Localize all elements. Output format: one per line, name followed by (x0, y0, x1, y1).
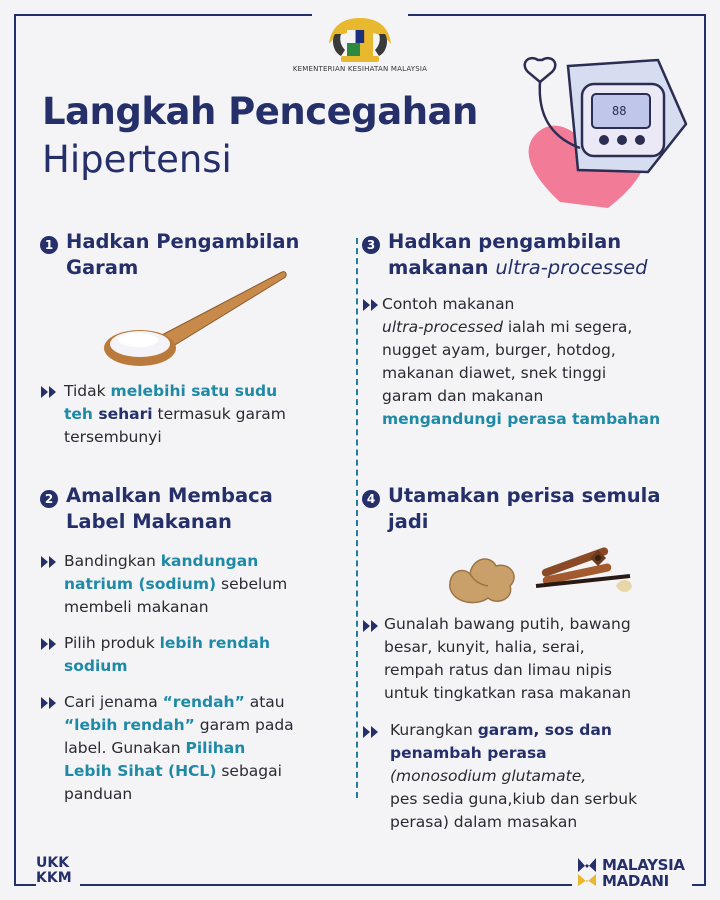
section1-bullet1-line2: teh sehari termasuk garam (64, 405, 286, 423)
section4-bullet1-line3: rempah ratus dan limau nipis (384, 661, 612, 679)
section2-bullet3-line3: label. Gunakan Pilihan (64, 739, 246, 757)
section2-bullet1-line2: natrium (sodium) sebelum (64, 575, 288, 593)
section2-bullet1-line1: Bandingkan kandungan (64, 552, 259, 570)
section4-title-line1: Utamakan perisa semula (388, 484, 661, 507)
page-title-line1: Langkah Pencegahan (42, 90, 478, 133)
section4-bullet1-line1: Gunalah bawang putih, bawang (384, 615, 631, 633)
malaysia-crest-logo (321, 10, 399, 66)
section2-bullet2-line2: sodium (64, 657, 128, 675)
section3-line1: Contoh makanan (382, 295, 515, 313)
section2-bullet3-line4: Lebih Sihat (HCL) sebagai (64, 762, 282, 780)
section4-bullet1-line2: besar, kunyit, halia, serai, (384, 638, 585, 656)
section-number-3: 3 (362, 236, 380, 254)
madani-emblem-icon (574, 854, 600, 890)
bullet-arrow-icon (362, 298, 380, 312)
section4-bullet2-line1: Kurangkan garam, sos dan (390, 721, 612, 739)
bullet-arrow-icon (362, 725, 380, 739)
section4-bullet2-line4: pes sedia guna,kiub dan serbuk (390, 790, 638, 808)
section3-line5: garam dan makanan (382, 387, 544, 405)
blood-pressure-monitor-illustration (508, 52, 704, 212)
bullet-arrow-icon (362, 619, 380, 633)
ukk-logo-line2: KKM (36, 870, 72, 886)
section4-bullet1-line4: untuk tingkatkan rasa makanan (384, 684, 632, 702)
section3-line4: makanan diawet, snek tinggi (382, 364, 607, 382)
section2-bullet3-line2: “lebih rendah” garam pada (64, 716, 294, 734)
bullet-arrow-icon (40, 637, 58, 651)
section3-line3: nugget ayam, burger, hotdog, (382, 341, 616, 359)
section-number-1: 1 (40, 236, 58, 254)
section3-title-line1: Hadkan pengambilan (388, 230, 622, 253)
section4-bullet2-line5: perasa) dalam masakan (390, 813, 578, 831)
section3-title-line2: makanan ultra-processed (388, 256, 648, 279)
madani-line2: MADANI (602, 872, 669, 890)
bullet-arrow-icon (40, 696, 58, 710)
section1-bullet1-line1: Tidak melebihi satu sudu (64, 382, 278, 400)
section2-bullet3-line1: Cari jenama “rendah” atau (64, 693, 285, 711)
section2-title-line2: Label Makanan (66, 510, 232, 533)
section1-bullet1-line3: tersembunyi (64, 428, 162, 446)
ministry-name: KEMENTERIAN KESIHATAN MALAYSIA (292, 65, 428, 73)
section4-bullet2-line2: penambah perasa (390, 744, 547, 762)
section-number-2: 2 (40, 490, 58, 508)
section2-title-line1: Amalkan Membaca (66, 484, 273, 507)
section2-bullet1-line3: membeli makanan (64, 598, 209, 616)
column-divider (356, 238, 358, 798)
ukk-kkm-logo (36, 856, 80, 900)
madani-line1: MALAYSIA (602, 856, 685, 874)
section3-line2: ultra-processed ialah mi segera, (382, 318, 633, 336)
malaysia-madani-logo (572, 852, 692, 892)
section1-title-line2: Garam (66, 256, 139, 279)
salt-spoon-illustration (100, 268, 290, 373)
section-number-4: 4 (362, 490, 380, 508)
svg-text:88: 88 (612, 104, 627, 118)
ginger-and-spices-illustration (440, 528, 640, 608)
section2-bullet2-line1: Pilih produk lebih rendah (64, 634, 271, 652)
bullet-arrow-icon (40, 555, 58, 569)
page-title-line2: Hipertensi (42, 138, 232, 181)
section2-bullet3-line5: panduan (64, 785, 133, 803)
ukk-logo-line1: UKK (36, 855, 70, 871)
section3-line6: mengandungi perasa tambahan (382, 410, 661, 428)
section4-bullet2-line3: (monosodium glutamate, (390, 767, 587, 785)
bullet-arrow-icon (40, 385, 58, 399)
section1-title-line1: Hadkan Pengambilan (66, 230, 300, 253)
section4-title-line2: jadi (388, 510, 429, 533)
